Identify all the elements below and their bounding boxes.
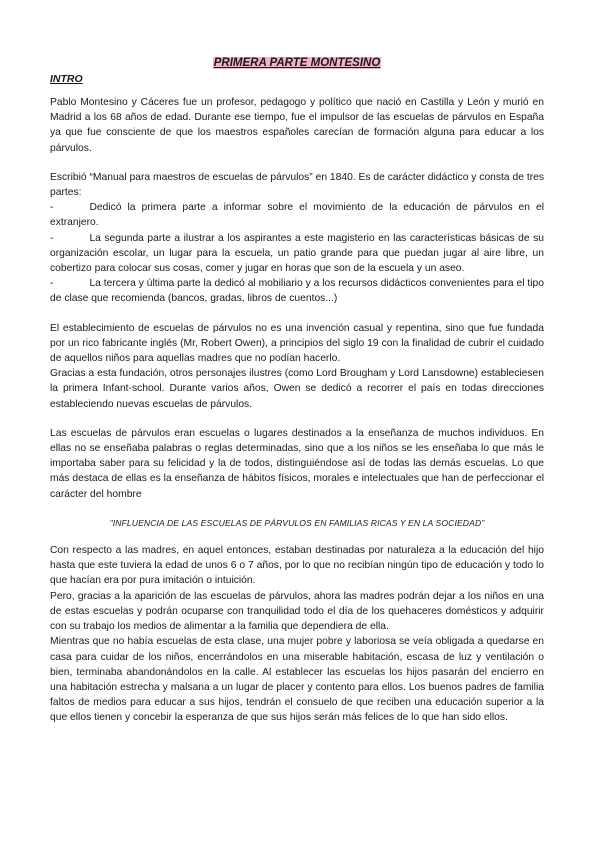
- list-item: [50, 276, 544, 306]
- owen-section: [50, 321, 544, 412]
- manual-section: [50, 170, 544, 307]
- list-dash: -: [50, 278, 54, 290]
- document-title: [50, 56, 544, 70]
- list-dash: -: [50, 232, 54, 244]
- document-body: [50, 95, 544, 740]
- paragraph-escuelas-definition: Las escuelas de párvulos eran escuelas o lugares destinados a la enseñanza de muchos individuos. En ellas no se enseñaba palabras o reglas determinadas, sino que a los niños se les enseñaba lo que más le importaba saber para su felicidad y la de todos, distinguiéndose así de todas las demás escuelas. Lo que más destaca de ellas es la enseñanza de hábitos físicos, morales e intelectuales que han de perfeccionar el carácter del hombre: [50, 427, 544, 500]
- list-item: [50, 231, 544, 277]
- paragraph-mujer-pobre: Mientras que no había escuelas de esta clase, una mujer pobre y laboriosa se veía obligada a quedarse en casa para cuidar de los niños, encerrándolos en una miserable habitación, escasa de luz y ventilación o bien, terminaba abandonándolos en la calle. Al establecer las escuelas los hijos pasarán del encierro en una habitación estrecha y malsana a un lugar de placer y contento para ellos. Los buenos padres de familia faltos de medios para educar a sus hijos, tendrán el consuelo de que reciben una educación superior a la que ellos tienen y concebir la esperanza de que sus hijos serán más felices de lo que han sido ellos.: [50, 636, 544, 724]
- intro-heading: INTRO: [50, 73, 83, 85]
- paragraph-infant-school: Gracias a esta fundación, otros personajes ilustres (como Lord Brougham y Lord Lansdowne) estableciesen la primera Infant-school. Durante varios años, Owen se dedicó a recorrer el país en todas direcciones estableciendo nuevas escuelas de párvulos.: [50, 368, 544, 410]
- list-item-text: Dedicó la primera parte a informar sobre el movimiento de la educación de párvulos en el extranjero.: [50, 202, 544, 229]
- paragraph-manual-intro: Escribió “Manual para maestros de escuelas de párvulos” en 1840. Es de carácter didáctico y consta de tres partes:: [50, 171, 544, 199]
- list-item-text: La tercera y última parte la dedicó al mobiliario y a los recursos didácticos convenientes para el tipo de clase que recomienda (bancos, gradas, libros de cuentos...): [50, 278, 544, 305]
- influence-section: [50, 543, 544, 725]
- list-item: [50, 200, 544, 230]
- document-title-text: PRIMERA PARTE MONTESINO: [213, 57, 381, 69]
- paragraph-aparicion: Pero, gracias a la aparición de las escuelas de párvulos, ahora las madres podrán dejar a los niños en una de estas escuelas y podrán ocuparse con tranquilidad todo el día de los quehaceres domésticos y adquirir con su trabajo los medios de alimentar a la familia que dependiera de ella.: [50, 590, 544, 633]
- list-dash: -: [50, 202, 54, 214]
- paragraph-madres: Con respecto a las madres, en aquel entonces, estaban destinadas por naturaleza a la educación del hijo hasta que este tuviera la edad de unos 6 o 7 años, por lo que no recibían ningún tipo de educación y todo lo que hacían era por pura imitación o intuición.: [50, 545, 544, 587]
- list-item-text: La segunda parte a ilustrar a los aspirantes a este magisterio en las características básicas de su organización escolar, un lugar para la escuela, un patio grande para que puedan jugar al aire libre, un cobertizo para colocar sus cosas, comer y jugar en horas que son de la escuela y un aseo.: [50, 232, 544, 275]
- paragraph-montesino-bio: Pablo Montesino y Cáceres fue un profesor, pedagogo y político que nació en Castilla y León y murió en Madrid a los 68 años de edad. Durante ese tiempo, fue el impulsor de las escuelas de párvulos en España ya que fue consciente de que los maestros españoles carecían de formación alguna para educar a los párvulos.: [50, 97, 544, 154]
- section-subheading: "INFLUENCIA DE LAS ESCUELAS DE PÁRVULOS EN FAMILIAS RICAS Y EN LA SOCIEDAD": [109, 517, 485, 528]
- paragraph-owen-founding: El establecimiento de escuelas de párvulos no es una invención casual y repentina, sino que fue fundada por un rico fabricante inglés (Mr, Robert Owen), a principios del siglo 19 con la finalidad de cubrir el cuidado de aquellos niños para aquellas madres que no podían hacerlo.: [50, 322, 544, 365]
